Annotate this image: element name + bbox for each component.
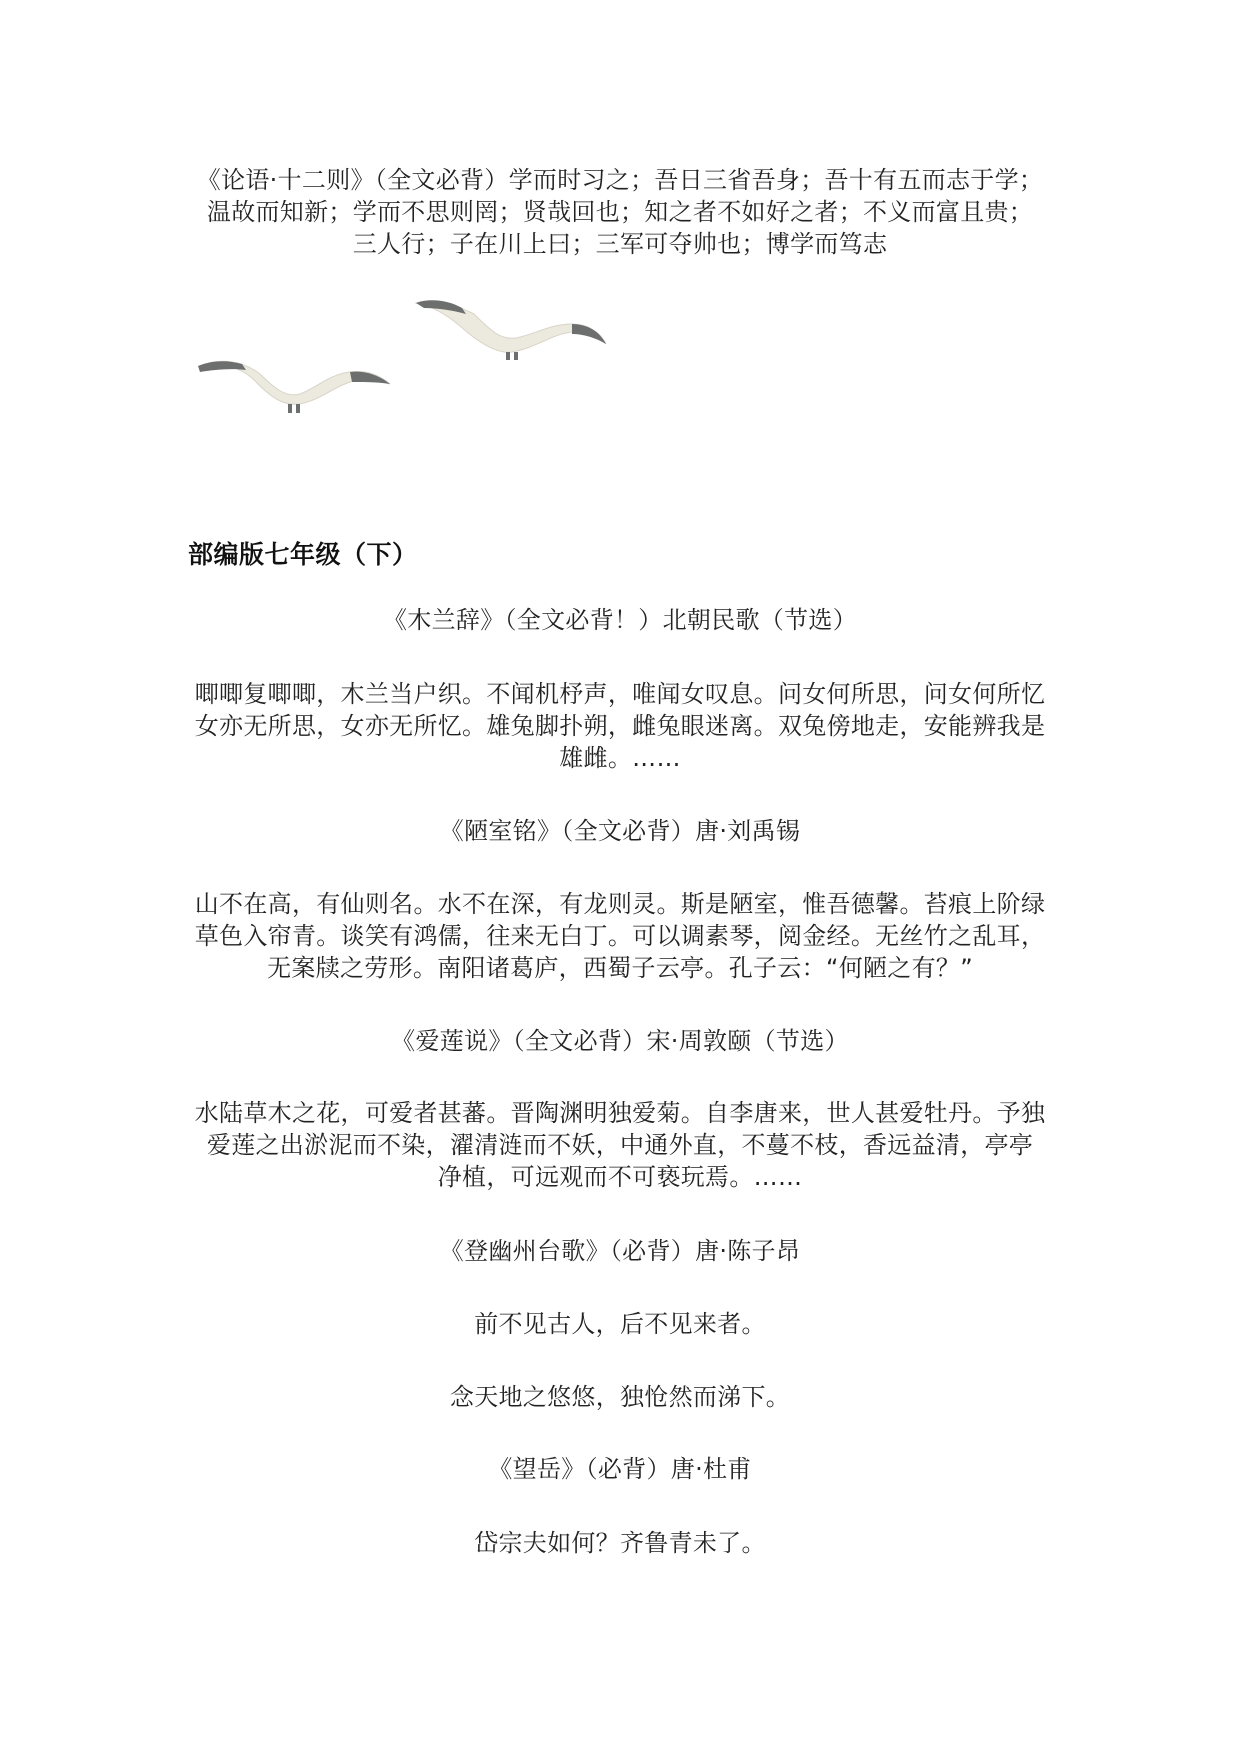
text-line: 水陆草木之花，可爱者甚蕃。晋陶渊明独爱菊。自李唐来，世人甚爱牡丹。予独 bbox=[194, 1099, 1046, 1127]
poem-body bbox=[185, 1308, 1055, 1340]
poem-title bbox=[185, 1453, 1055, 1485]
text-line: 雄雌。…… bbox=[559, 744, 681, 772]
text-line: 《论语·十二则》（全文必背）学而时习之；吾日三省吾身；吾十有五而志于学； bbox=[196, 166, 1044, 194]
poem-title bbox=[185, 1235, 1055, 1267]
text-line: 无案牍之劳形。南阳诸葛庐，西蜀子云亭。孔子云：“何陋之有？” bbox=[267, 954, 973, 982]
poem-title-text: 《陋室铭》（全文必背）唐·刘禹锡 bbox=[439, 817, 801, 845]
text-line: 女亦无所思，女亦无所忆。雄兔脚扑朔，雌兔眼迷离。双兔傍地走，安能辨我是 bbox=[194, 712, 1046, 740]
poem-title-text: 《木兰辞》（全文必背！）北朝民歌（节选） bbox=[383, 606, 857, 634]
poem-body bbox=[185, 678, 1055, 774]
text-line: 净植，可远观而不可亵玩焉。…… bbox=[437, 1163, 803, 1191]
text-line: 岱宗夫如何？齐鲁青未了。 bbox=[474, 1529, 766, 1557]
poem-body bbox=[185, 1097, 1055, 1193]
text-line: 唧唧复唧唧，木兰当户织。不闻机杼声，唯闻女叹息。问女何所思，问女何所忆 bbox=[194, 680, 1046, 708]
text-line: 温故而知新；学而不思则罔；贤哉回也；知之者不如好之者；不义而富且贵； bbox=[206, 198, 1034, 226]
text-line: 爱莲之出淤泥而不染，濯清涟而不妖，中通外直，不蔓不枝，香远益清，亭亭 bbox=[206, 1131, 1034, 1159]
text-line: 山不在高，有仙则名。水不在深，有龙则灵。斯是陋室，惟吾德馨。苔痕上阶绿 bbox=[194, 890, 1046, 918]
poem-title bbox=[185, 815, 1055, 847]
text-line: 前不见古人，后不见来者。 bbox=[474, 1310, 766, 1338]
seagulls-illustration bbox=[180, 290, 700, 470]
text-line: 三人行；子在川上曰；三军可夺帅也；博学而笃志 bbox=[352, 230, 888, 258]
seagull-icon bbox=[416, 300, 606, 360]
poem-title-text: 《登幽州台歌》（必背）唐·陈子昂 bbox=[439, 1237, 801, 1265]
poem-title-text: 《望岳》（必背）唐·杜甫 bbox=[488, 1455, 752, 1483]
text-line: 念天地之悠悠，独怆然而涕下。 bbox=[449, 1383, 791, 1411]
poem-title bbox=[185, 1025, 1055, 1057]
poem-body bbox=[185, 1381, 1055, 1413]
seagull-icon bbox=[198, 361, 390, 413]
poem-title bbox=[185, 604, 1055, 636]
poem-body bbox=[185, 1527, 1055, 1559]
poem-title-text: 《爱莲说》（全文必背）宋·周敦颐（节选） bbox=[391, 1027, 849, 1055]
poem-body bbox=[185, 888, 1055, 984]
section-heading: 部编版七年级（下） bbox=[188, 540, 418, 569]
analects-paragraph bbox=[185, 164, 1055, 260]
text-line: 草色入帘青。谈笑有鸿儒，往来无白丁。可以调素琴，阅金经。无丝竹之乱耳， bbox=[194, 922, 1046, 950]
